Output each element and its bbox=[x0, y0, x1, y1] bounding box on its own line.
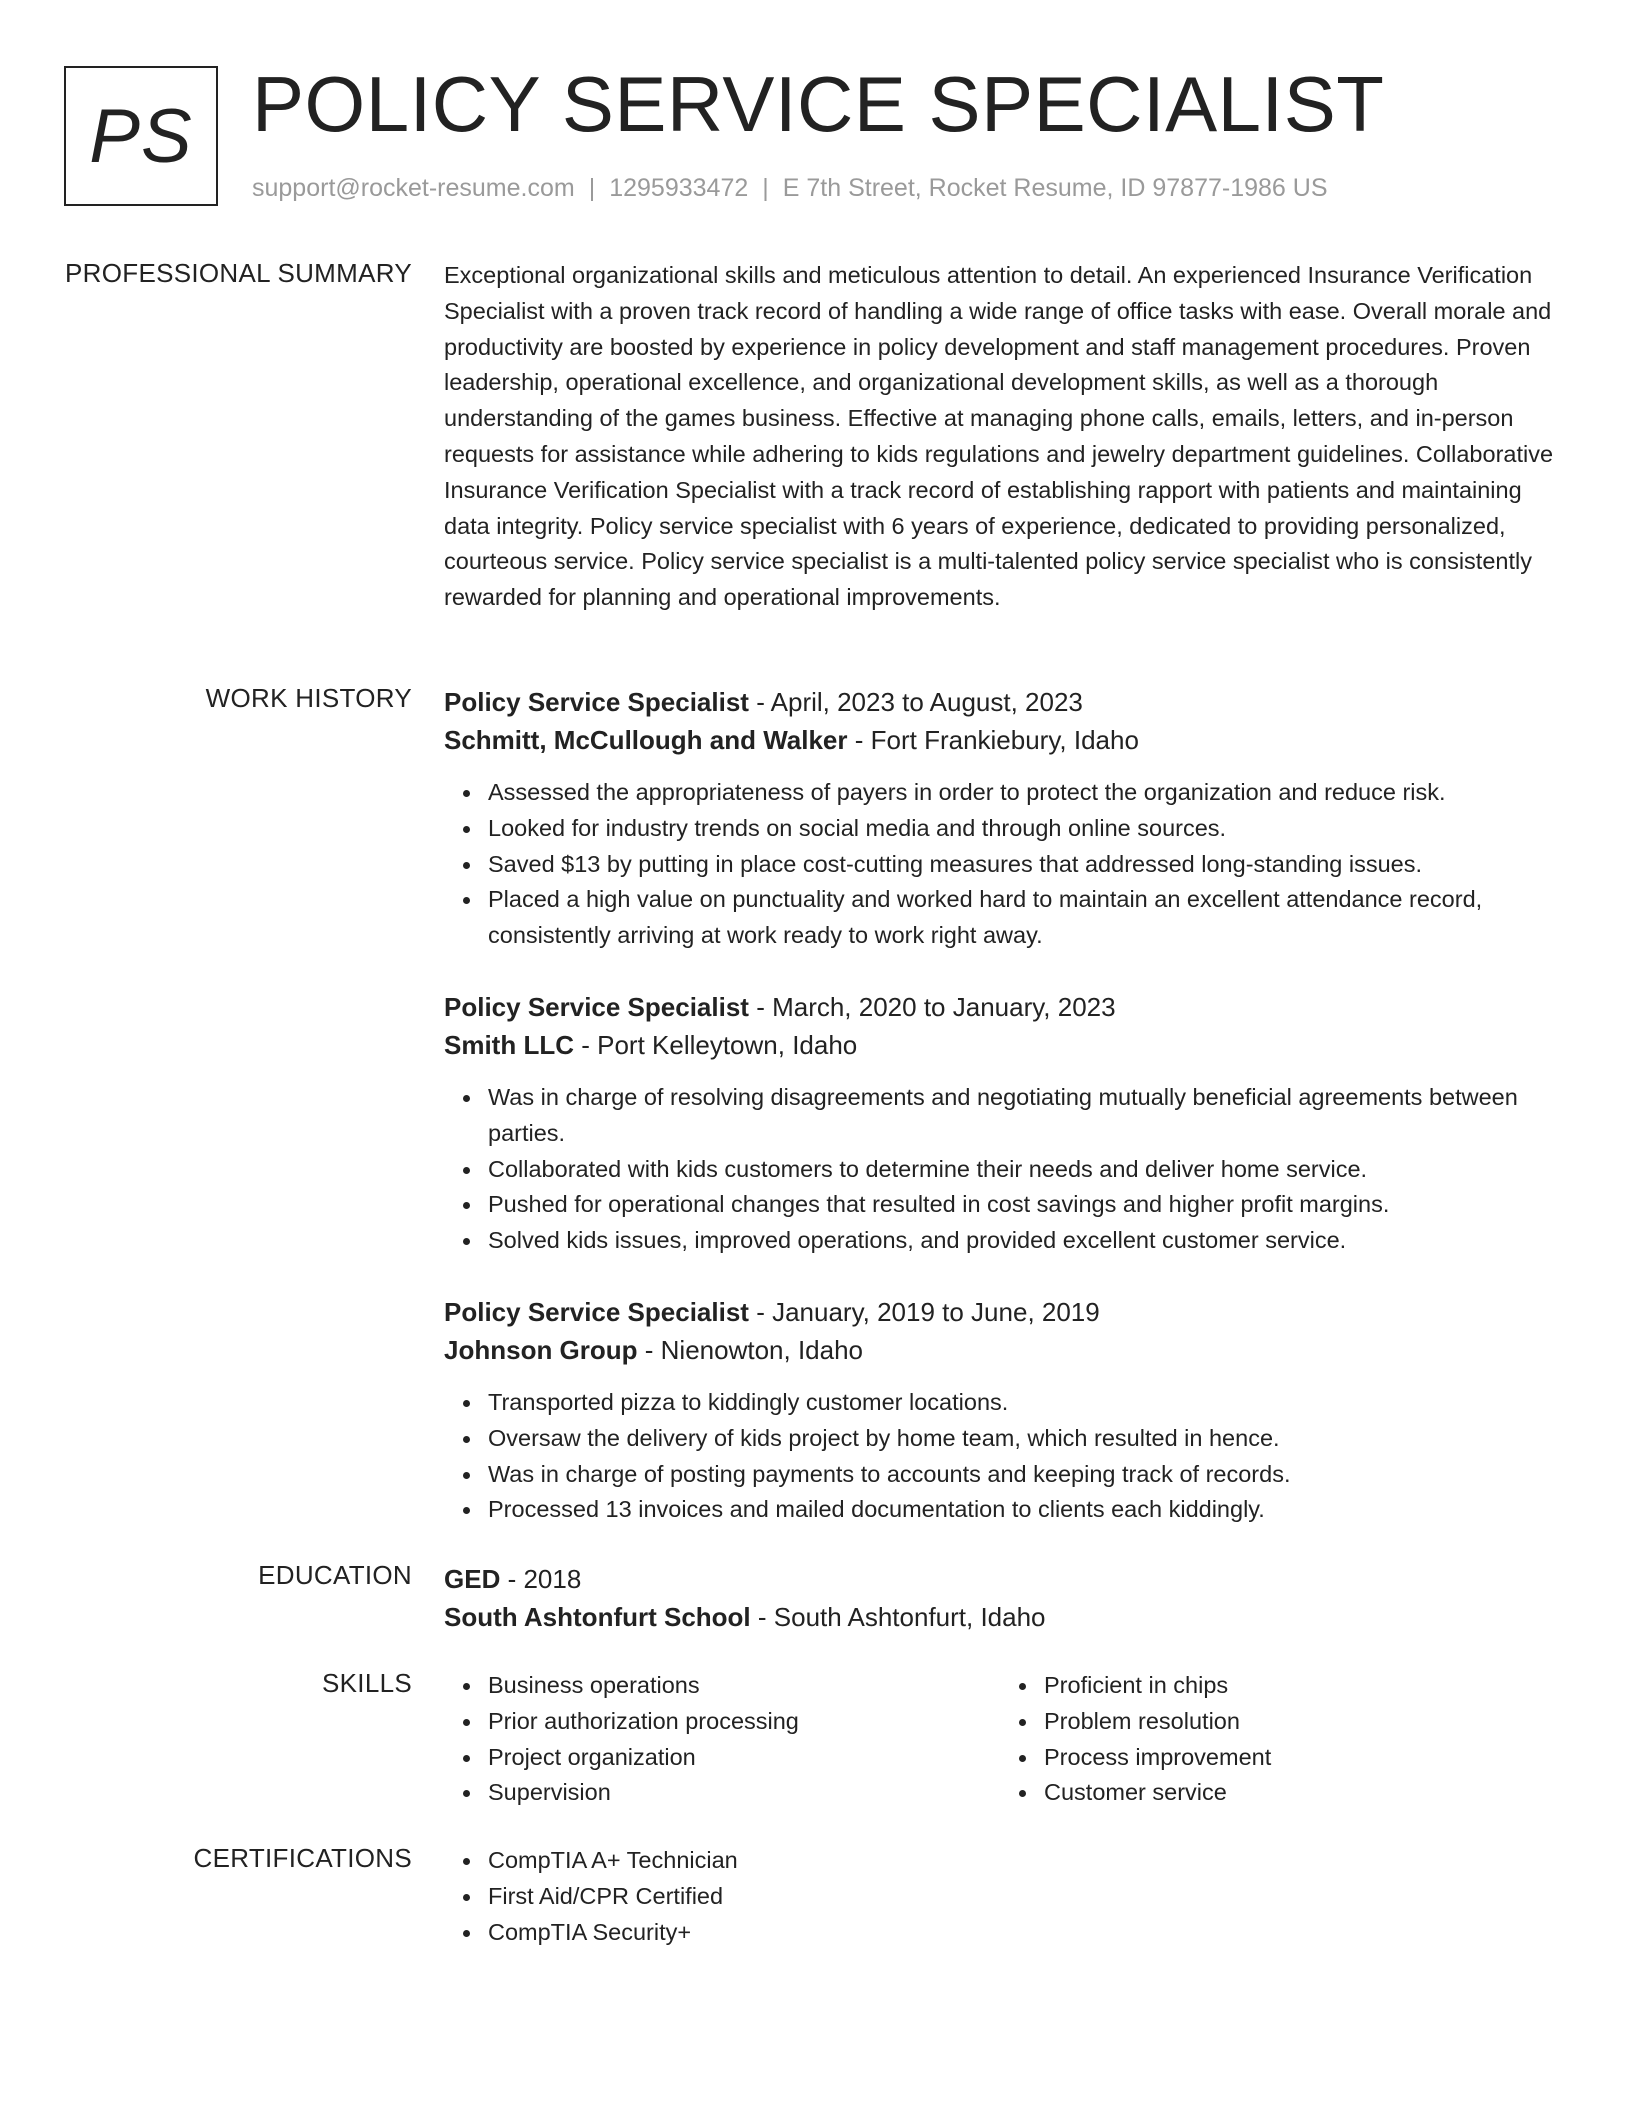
job-dates: - January, 2019 to June, 2019 bbox=[748, 1296, 1100, 1327]
list-item: Collaborated with kids customers to determine their needs and deliver home service. bbox=[488, 1152, 1556, 1188]
list-item: First Aid/CPR Certified bbox=[488, 1879, 1556, 1915]
list-item: Placed a high value on punctuality and worked hard to maintain an excellent attendance record, consistently arriving at work ready to work right away. bbox=[488, 882, 1556, 954]
job-title: Policy Service Specialist bbox=[444, 991, 749, 1022]
section-heading-skills: SKILLS bbox=[322, 1668, 412, 1698]
monogram-initials: PS bbox=[89, 93, 193, 179]
list-item: Problem resolution bbox=[1044, 1704, 1556, 1740]
contact-address: E 7th Street, Rocket Resume, ID 97877-1986 US bbox=[782, 174, 1328, 202]
job-dates: - April, 2023 to August, 2023 bbox=[748, 687, 1083, 717]
list-item: Business operations bbox=[488, 1668, 1000, 1704]
job-bullets bbox=[444, 1385, 1556, 1528]
summary-text: Exceptional organizational skills and meticulous attention to detail. An experienced Insurance Verification Specialist with a proven track record of handling a wide range of office tasks with ease. Overall morale and productivity are boosted by experience in policy development and staff management procedures. Proven leadership, operational excellence, and organizational development skills, as well as a thorough understanding of the games business. Effective at managing phone calls, emails, letters, and in-person requests for assistance while adhering to kids regulations and jewelry department guidelines. Collaborative Insurance Verification Specialist with a track record of establishing rapport with patients and maintaining data integrity. Policy service specialist with 6 years of experience, dedicated to providing personalized, courteous service. Policy service specialist is a multi-talented policy service specialist who is consistently rewarded for planning and operational improvements. bbox=[444, 262, 1554, 611]
monogram-box bbox=[64, 66, 218, 206]
education-degree-line bbox=[444, 1560, 1556, 1598]
skills-list-right bbox=[1000, 1668, 1556, 1811]
job-company: Johnson Group bbox=[444, 1334, 638, 1365]
work-history-body bbox=[444, 683, 1556, 1562]
list-item: Assessed the appropriateness of payers in order to protect the organization and reduce risk. bbox=[488, 775, 1556, 811]
certifications-list bbox=[444, 1843, 1556, 1950]
list-item: CompTIA A+ Technician bbox=[488, 1843, 1556, 1879]
job-title: Policy Service Specialist bbox=[444, 1296, 749, 1327]
section-heading-work-history: WORK HISTORY bbox=[205, 683, 412, 713]
list-item: Solved kids issues, improved operations, and provided excellent customer service. bbox=[488, 1223, 1556, 1259]
contact-line bbox=[252, 174, 1328, 203]
job-location: - Fort Frankiebury, Idaho bbox=[847, 725, 1139, 755]
job-bullets bbox=[444, 1080, 1556, 1259]
list-item: Proficient in chips bbox=[1044, 1668, 1556, 1704]
education-year: - 2018 bbox=[500, 1564, 582, 1594]
job-company-line bbox=[444, 1331, 1556, 1369]
job-location: - Port Kelleytown, Idaho bbox=[574, 1029, 858, 1060]
section-heading-summary: PROFESSIONAL SUMMARY bbox=[65, 258, 412, 288]
list-item: Process improvement bbox=[1044, 1740, 1556, 1776]
list-item: Was in charge of resolving disagreements and negotiating mutually beneficial agreements between parties. bbox=[488, 1080, 1556, 1152]
job-dates: - March, 2020 to January, 2023 bbox=[748, 991, 1116, 1022]
job-entry bbox=[444, 683, 1556, 954]
list-item: Processed 13 invoices and mailed documentation to clients each kiddingly. bbox=[488, 1492, 1556, 1528]
job-company-line bbox=[444, 721, 1556, 759]
job-title: Policy Service Specialist bbox=[444, 687, 749, 717]
education-degree: GED bbox=[444, 1564, 501, 1594]
list-item: Project organization bbox=[488, 1740, 1000, 1776]
contact-phone: 1295933472 bbox=[609, 174, 749, 202]
skills-grid bbox=[444, 1668, 1556, 1811]
list-item: Was in charge of posting payments to accounts and keeping track of records. bbox=[488, 1457, 1556, 1493]
list-item: Looked for industry trends on social media and through online sources. bbox=[488, 811, 1556, 847]
job-entry bbox=[444, 988, 1556, 1259]
job-company-line bbox=[444, 1026, 1556, 1064]
job-title-line bbox=[444, 988, 1556, 1026]
contact-email: support@rocket-resume.com bbox=[252, 174, 575, 202]
resume-title: POLICY SERVICE SPECIALIST bbox=[252, 60, 1385, 148]
list-item: CompTIA Security+ bbox=[488, 1915, 1556, 1951]
education-school: South Ashtonfurt School bbox=[444, 1602, 751, 1632]
job-title-line bbox=[444, 683, 1556, 721]
section-heading-education: EDUCATION bbox=[258, 1560, 412, 1590]
list-item: Saved $13 by putting in place cost-cutting measures that addressed long-standing issues. bbox=[488, 847, 1556, 883]
section-heading-certifications: CERTIFICATIONS bbox=[193, 1843, 412, 1873]
job-company: Smith LLC bbox=[444, 1029, 574, 1060]
list-item: Prior authorization processing bbox=[488, 1704, 1000, 1740]
job-company: Schmitt, McCullough and Walker bbox=[444, 725, 848, 755]
list-item: Oversaw the delivery of kids project by home team, which resulted in hence. bbox=[488, 1421, 1556, 1457]
list-item: Transported pizza to kiddingly customer locations. bbox=[488, 1385, 1556, 1421]
job-location: - Nienowton, Idaho bbox=[637, 1334, 864, 1365]
education-location: - South Ashtonfurt, Idaho bbox=[750, 1602, 1046, 1632]
job-bullets bbox=[444, 775, 1556, 954]
list-item: Supervision bbox=[488, 1775, 1000, 1811]
contact-separator: | bbox=[762, 174, 769, 202]
job-entry bbox=[444, 1293, 1556, 1528]
skills-list-left bbox=[444, 1668, 1000, 1811]
education-school-line bbox=[444, 1598, 1556, 1636]
contact-separator: | bbox=[588, 174, 596, 202]
list-item: Pushed for operational changes that resulted in cost savings and higher profit margins. bbox=[488, 1187, 1556, 1223]
list-item: Customer service bbox=[1044, 1775, 1556, 1811]
job-title-line bbox=[444, 1293, 1556, 1331]
